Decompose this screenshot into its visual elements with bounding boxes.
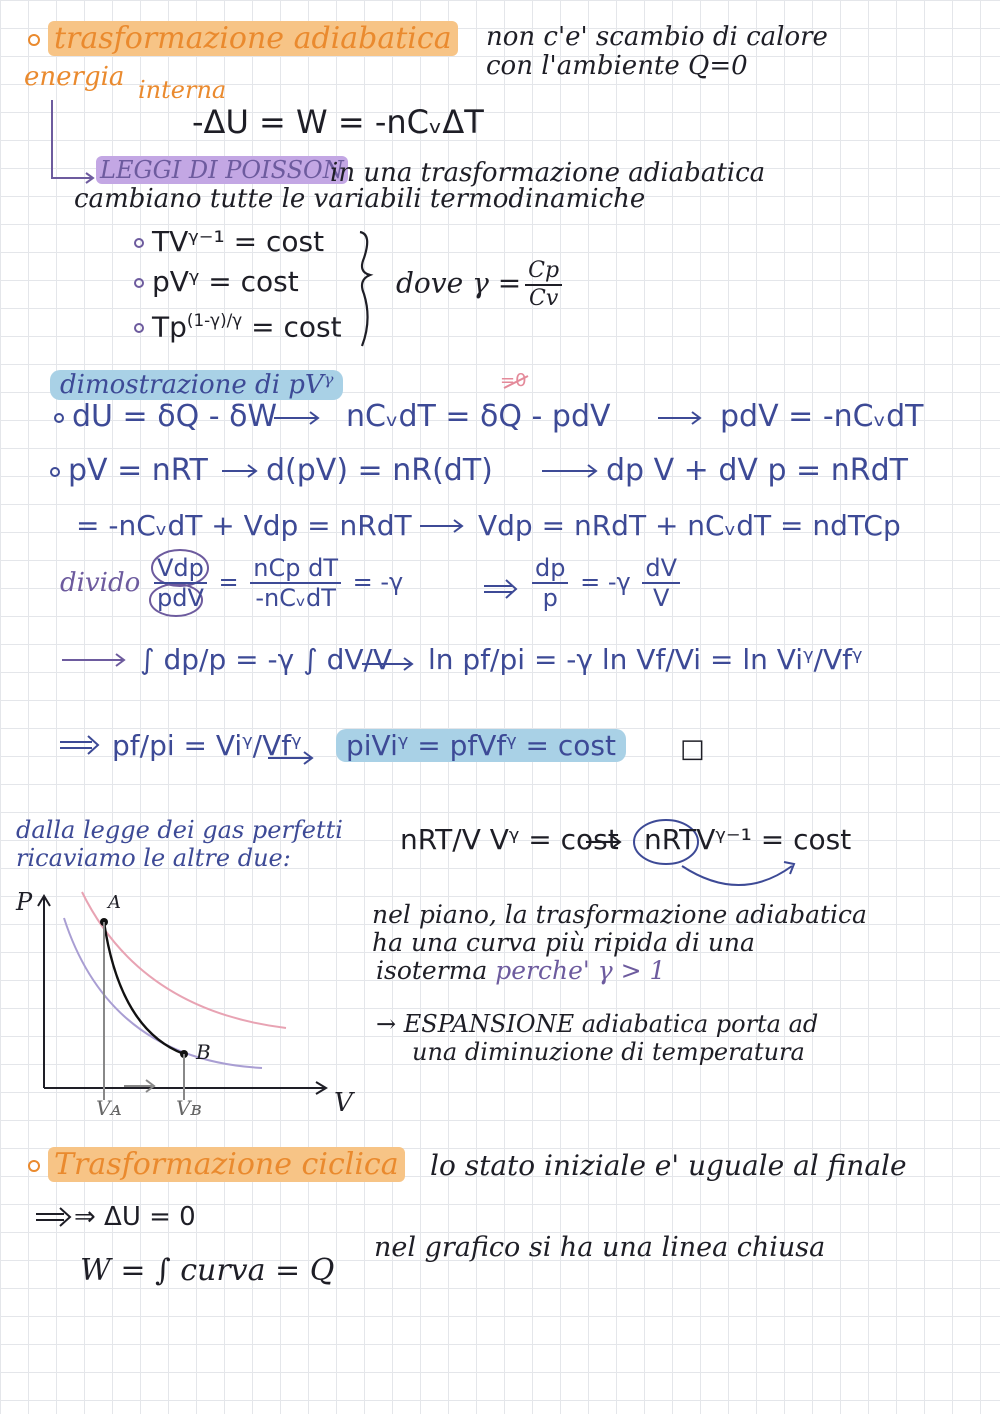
note-line1: nel piano, la trasformazione adiabatica [372, 900, 867, 929]
cyclic-desc: lo stato iniziale e' uguale al finale [430, 1149, 907, 1182]
result-final: piViᵞ = pfVfᵞ = cost [336, 732, 626, 760]
poisson-law-3: $Tp^{(1-\gamma)/\gamma} = \cos t$ [134, 312, 342, 341]
proof-line-1a: dU = δQ - δW [54, 402, 277, 432]
log-equation: ln pf/pi = -γ ln Vf/Vi = ln Viᵞ/Vfᵞ [428, 643, 863, 676]
adiabatic-curve [104, 922, 184, 1054]
zero-note: =0 [500, 370, 527, 391]
poisson-law-1: TVᵞ⁻¹ = cost [134, 228, 324, 256]
integral-equation: ∫ dp/p = -γ ∫ dV/V [140, 643, 393, 676]
section-title-adiabatic: trasformazione adiabatica [28, 24, 458, 54]
note-line3: isoterma perche' γ > 1 [376, 956, 666, 985]
point-b-label: B [196, 1040, 211, 1064]
bullet-icon [28, 1160, 40, 1172]
energy-label: energia [24, 62, 125, 92]
proof-line-3b: Vdp = nRdT + nCᵥdT = ndTCp [478, 509, 901, 542]
proof-line-3a: = -nCᵥdT + Vdp = nRdT [76, 509, 412, 542]
gamma-definition: dove γ = $\frac{Cp}{Cv}$ [396, 260, 566, 310]
note-line2: ha una curva più ripida di una [372, 928, 755, 957]
qed-icon: □ [680, 734, 705, 764]
others-equation-2: nRTVᵞ⁻¹ = cost [644, 823, 852, 856]
adiabatic-desc-line2: con l'ambiente Q=0 [486, 51, 748, 81]
isotherm-low-curve [64, 918, 262, 1068]
cyclic-du: ⇒ ΔU = 0 [74, 1202, 196, 1232]
proof-line-2b: d(pV) = nR(dT) [266, 453, 493, 488]
note-line5: una diminuzione di temperatura [412, 1038, 805, 1066]
poisson-law-2: pVᵞ = cost [134, 268, 299, 296]
point-a-label: A [108, 892, 121, 913]
poisson-text-line2: cambiano tutte le variabili termodinamiche [74, 184, 646, 214]
others-line1: dalla legge dei gas perfetti [16, 816, 343, 844]
differential-ratio: $\frac{dp}{p}$ = -γ $\frac{dV}{V}$ [528, 556, 684, 610]
proof-title: dimostrazione di pVᵞ [50, 372, 343, 398]
adiabatic-desc-line1: non c'e' scambio di calore [486, 22, 828, 52]
cyclic-work: W = ∫ curva = Q [80, 1253, 335, 1288]
proof-line-1c: pdV = -nCᵥdT [720, 399, 924, 434]
internal-label: interna [138, 76, 227, 104]
va-label: Vᴀ [96, 1096, 122, 1120]
energy-equation: -ΔU = W = -nCᵥΔT [192, 103, 484, 141]
p-axis-label: P [16, 888, 33, 916]
cyclic-closed-line: nel grafico si ha una linea chiusa [374, 1232, 826, 1263]
others-equation: nRT/V Vᵞ = cost [400, 823, 619, 856]
others-line2: ricaviamo le altre due: [16, 844, 291, 872]
result-ratio: pf/pi = Viᵞ/Vfᵞ [112, 729, 302, 762]
poisson-text-line1: in una trasformazione adiabatica [330, 158, 766, 188]
proof-line-2a: pV = nRT [50, 456, 208, 486]
vb-label: Vʙ [176, 1096, 202, 1120]
poisson-label: LEGGI DI POISSON [96, 158, 348, 182]
section-title-cyclic: Trasformazione ciclica [28, 1150, 405, 1180]
divide-label: divido [60, 568, 141, 598]
proof-line-1b: nCᵥdT = δQ - pdV [346, 399, 611, 434]
v-axis-label: V [334, 1088, 353, 1118]
divide-fraction: $\frac{\text{Vdp}}{\text{pdV}}$ = $\frac{\text{nCp dT}}{\text{-nCᵥdT}}$ = -γ [150, 556, 403, 610]
note-line4: → ESPANSIONE adiabatica porta ad [376, 1010, 819, 1038]
proof-line-2c: dp V + dV p = nRdT [606, 453, 908, 488]
